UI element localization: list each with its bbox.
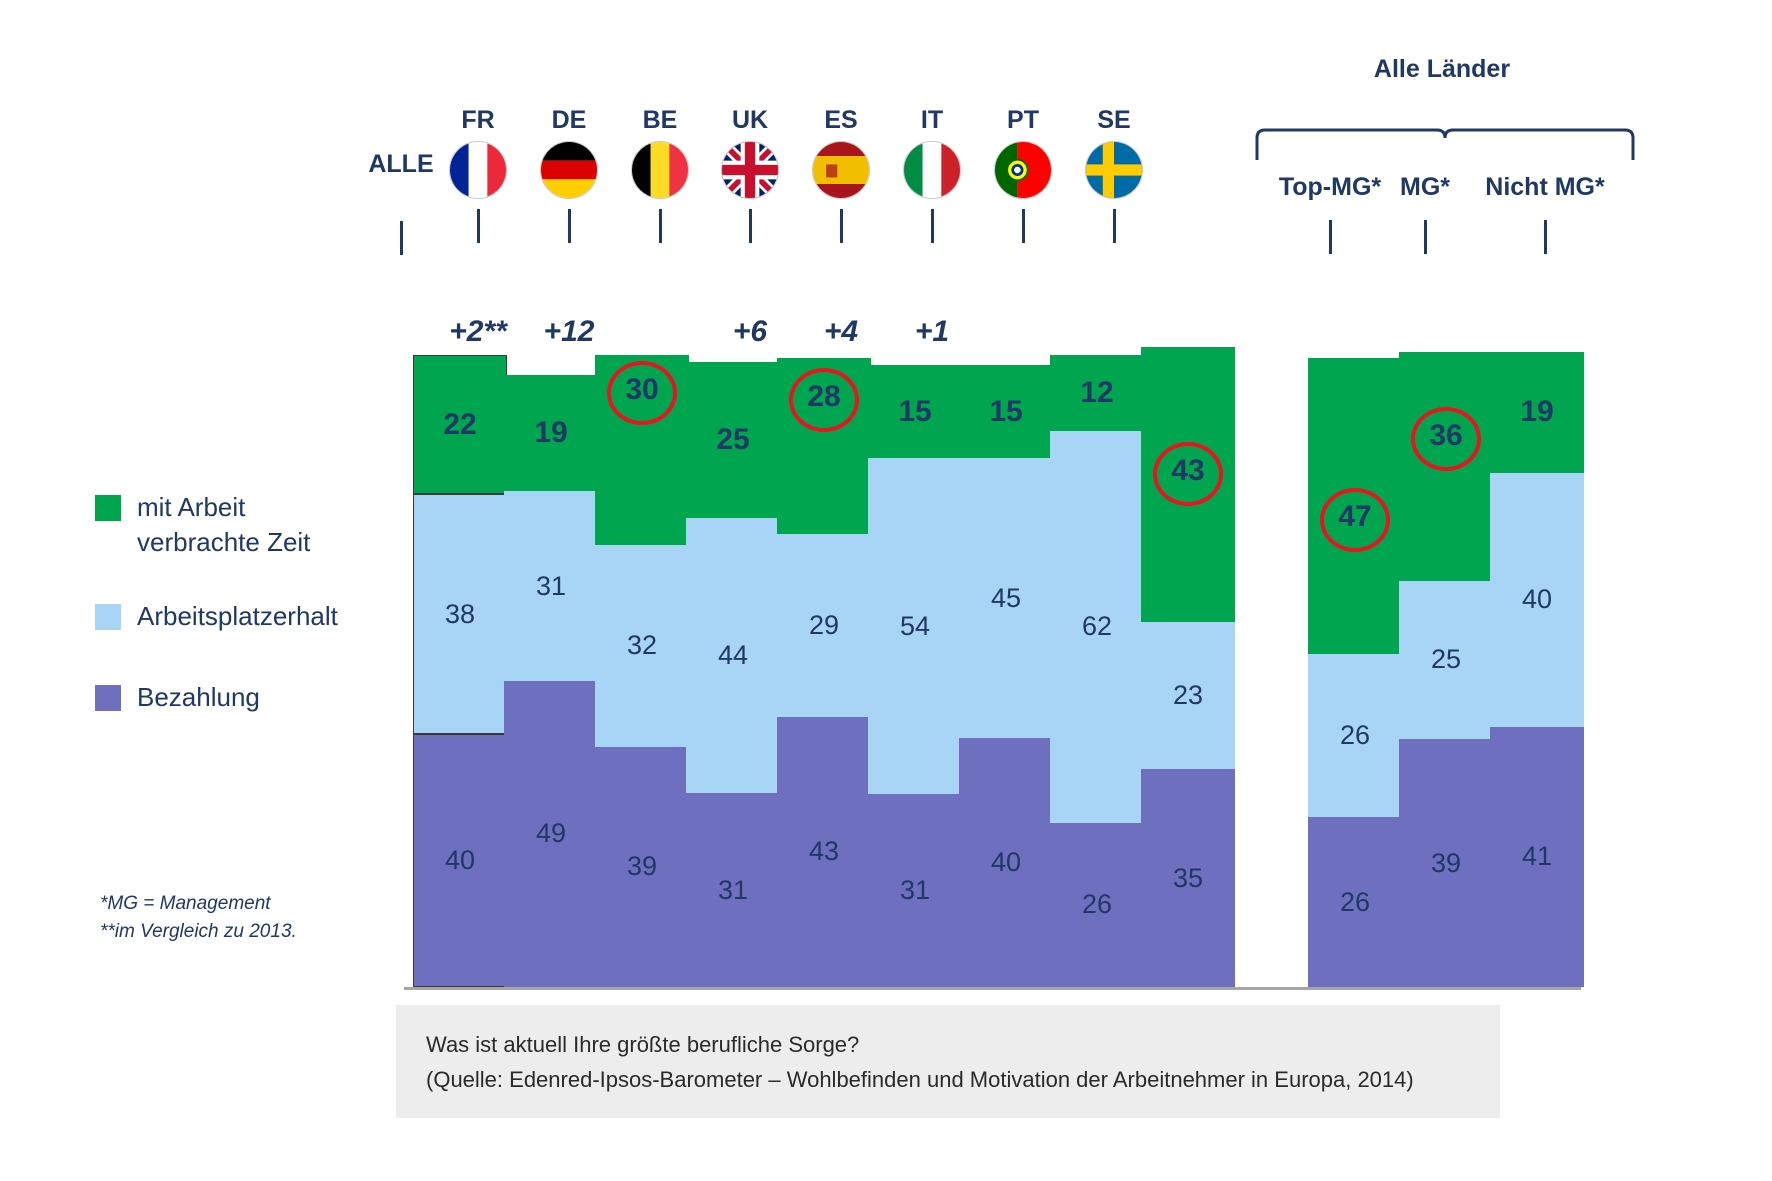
bar-be-segment-pay [686,793,780,987]
source-caption-box [396,1005,1500,1118]
delta-it: +1 [914,315,950,348]
delta-uk: +6 [732,315,768,348]
bar-top-mg-value-pay: 26 [1339,886,1371,917]
bar-fr[interactable] [504,375,598,987]
column-code-be: BE [642,106,678,134]
caption-source: (Quelle: Edenred-Ipsos-Barometer – Wohlbefinden und Motivation der Arbeitnehmer in Europa, 2014) [426,1067,1414,1093]
bar-nicht-mg-segment-pay [1490,727,1584,987]
footnote-line2: **im Vergleich zu 2013. [100,920,297,942]
bar-it-value-time: 15 [989,394,1023,428]
bar-mg-value-pay: 39 [1430,847,1462,878]
bar-de-value-time: 30 [625,373,659,406]
bar-es-segment-job [868,458,962,794]
bar-alle-value-time: 22 [443,407,477,441]
delta-de: +12 [543,315,595,348]
bar-se-value-time: 43 [1171,454,1205,487]
bar-es-value-job: 54 [899,610,931,641]
bar-uk-value-job: 29 [808,609,840,640]
bar-it-segment-time [959,365,1053,458]
bar-mg-segment-job [1399,581,1493,740]
bar-pt-value-pay: 26 [1081,889,1113,920]
bar-alle-value-pay: 40 [444,845,476,876]
column-label-mg: MG* [1400,173,1450,201]
bar-alle-segment-job [413,494,507,734]
bar-uk-segment-time [777,358,871,534]
bar-de-segment-time [595,355,689,545]
bar-uk-segment-job [777,534,871,716]
bar-it-value-pay: 40 [990,847,1022,878]
bar-it-segment-pay [959,738,1053,987]
bar-se-value-job: 23 [1172,680,1204,711]
bar-se[interactable] [1141,347,1235,987]
bar-top-mg-segment-time [1308,358,1402,654]
bar-it[interactable] [959,365,1053,987]
bar-uk-segment-pay [777,717,871,987]
column-code-uk: UK [731,106,769,134]
bar-be-value-pay: 31 [717,874,749,905]
column-code-es: ES [824,106,858,134]
bar-mg-segment-time [1399,352,1493,581]
bar-fr-value-job: 31 [535,570,567,601]
delta-es: +4 [823,315,859,348]
bar-es-value-time: 15 [898,394,932,428]
bar-mg[interactable] [1399,352,1493,987]
bar-de-value-job: 32 [626,630,658,661]
column-code-it: IT [920,106,944,134]
column-code-se: SE [1097,106,1131,134]
bar-top-mg-segment-job [1308,654,1402,818]
bar-nicht-mg-value-pay: 41 [1521,841,1553,872]
bar-pt-segment-pay [1050,823,1144,987]
bar-nicht-mg-value-job: 40 [1521,584,1553,615]
bar-pt-value-time: 12 [1080,375,1114,409]
bar-fr-segment-job [504,491,598,681]
bar-be[interactable] [686,362,780,987]
bar-pt-segment-job [1050,431,1144,823]
bar-fr-segment-time [504,375,598,491]
bar-nicht-mg[interactable] [1490,352,1584,987]
bar-se-segment-time [1141,347,1235,622]
bar-nicht-mg-segment-job [1490,473,1584,727]
bar-mg-value-job: 25 [1430,644,1462,675]
bar-alle-segment-time [413,355,507,494]
group-title: Alle Länder [1373,55,1511,83]
column-code-pt: PT [1007,106,1039,134]
bar-top-mg-value-time: 47 [1338,500,1372,533]
bar-es-segment-time [868,365,962,458]
bar-top-mg-segment-pay [1308,817,1402,987]
bar-es-value-pay: 31 [899,875,931,906]
bar-fr-value-time: 19 [534,416,568,450]
bar-de-value-pay: 39 [626,851,658,882]
bar-uk-value-time: 28 [807,380,841,413]
bar-nicht-mg-segment-time [1490,352,1584,473]
bar-pt[interactable] [1050,355,1144,987]
bar-fr-value-pay: 49 [535,818,567,849]
delta-fr: +2** [449,315,507,348]
bar-it-segment-job [959,458,1053,738]
chart-baseline [404,987,1581,990]
bar-uk[interactable] [777,358,871,987]
bar-alle-segment-pay [413,734,507,987]
caption-question: Was ist aktuell Ihre größte berufliche Sorge? [426,1032,860,1057]
bar-alle-value-job: 38 [444,598,476,629]
bar-be-value-job: 44 [717,640,749,671]
bar-pt-segment-time [1050,355,1144,431]
legend-label-time-line2: verbrachte Zeit [137,526,311,557]
bar-be-value-time: 25 [716,423,750,457]
bar-de[interactable] [595,355,689,987]
bar-se-segment-pay [1141,769,1235,987]
bar-fr-segment-pay [504,681,598,987]
bar-se-segment-job [1141,622,1235,769]
bar-uk-value-pay: 43 [808,836,840,867]
bar-nicht-mg-value-time: 19 [1520,395,1554,429]
footnote-line1: *MG = Management [100,893,271,914]
bar-mg-segment-pay [1399,739,1493,987]
bar-be-segment-job [686,518,780,793]
column-code-de: DE [551,106,587,134]
bar-top-mg-value-job: 26 [1339,719,1371,750]
bar-de-segment-job [595,545,689,747]
bar-es-segment-pay [868,794,962,987]
column-label-nicht-mg: Nicht MG* [1485,173,1605,201]
column-label-alle: ALLE [368,150,434,178]
bar-se-value-pay: 35 [1172,862,1204,893]
bar-pt-value-job: 62 [1081,611,1113,642]
bar-mg-value-time: 36 [1429,419,1463,452]
bar-de-segment-pay [595,747,689,987]
column-label-top-mg: Top-MG* [1278,173,1382,201]
bar-top-mg[interactable] [1308,358,1402,987]
legend-label-time-line1: mit Arbeit [137,492,246,522]
legend-label-pay: Bezahlung [137,681,260,712]
bar-es[interactable] [868,365,962,987]
bar-it-value-job: 45 [990,582,1022,613]
bar-alle[interactable] [413,355,507,987]
legend-label-job-security: Arbeitsplatzerhalt [137,601,338,632]
column-code-fr: FR [461,106,495,134]
bar-be-segment-time [686,362,780,518]
